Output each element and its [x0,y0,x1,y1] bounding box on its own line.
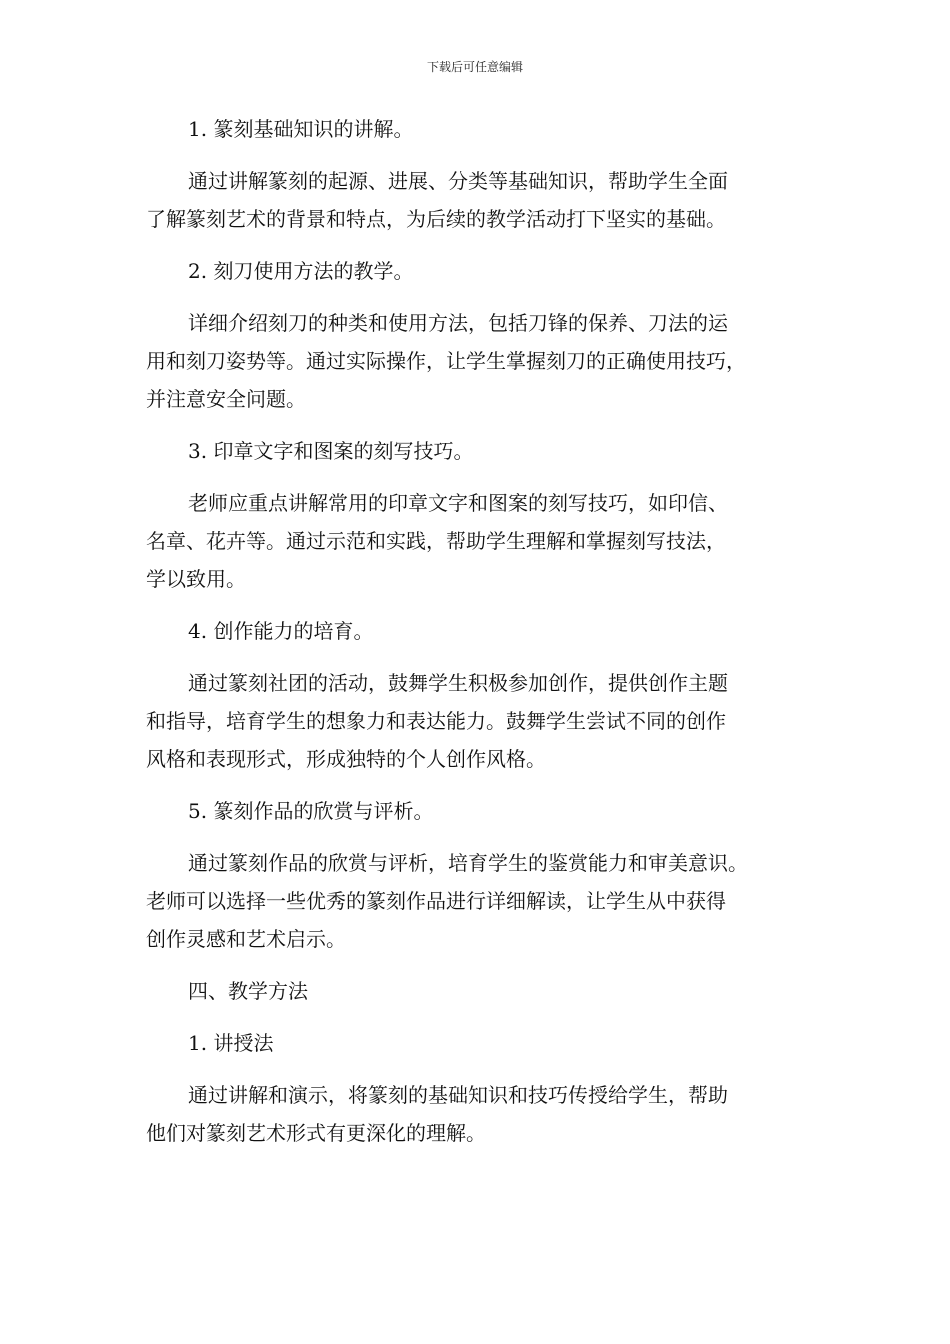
body-paragraph [146,162,814,238]
text-line: 1. 讲授法 [188,1031,274,1055]
text-line: 四、教学方法 [188,979,308,1003]
body-paragraph [146,1076,814,1152]
text-line: 并注意安全问题。 [146,387,306,411]
text-line: 风格和表现形式，形成独特的个人创作风格。 [146,747,546,771]
text-line: 4. 创作能力的培育。 [188,619,374,643]
document-body [146,110,814,1166]
text-line: 5. 篆刻作品的欣赏与评析。 [188,799,434,823]
section-heading [146,432,814,470]
text-line: 老师可以选择一些优秀的篆刻作品进行详细解读，让学生从中获得 [146,889,726,913]
text-line: 学以致用。 [146,567,246,591]
section-heading [146,110,814,148]
text-line: 通过篆刻作品的欣赏与评析，培育学生的鉴赏能力和审美意识。 [188,851,748,875]
body-paragraph [146,304,814,418]
section-heading [146,972,814,1010]
text-line: 3. 印章文字和图案的刻写技巧。 [188,439,474,463]
body-paragraph [146,664,814,778]
text-line: 用和刻刀姿势等。通过实际操作，让学生掌握刻刀的正确使用技巧， [146,349,746,373]
text-line: 老师应重点讲解常用的印章文字和图案的刻写技巧，如印信、 [188,491,728,515]
text-line: 了解篆刻艺术的背景和特点，为后续的教学活动打下坚实的基础。 [146,207,726,231]
text-line: 名章、花卉等。通过示范和实践，帮助学生理解和掌握刻写技法， [146,529,726,553]
section-heading [146,612,814,650]
body-paragraph [146,484,814,598]
text-line: 通过讲解篆刻的起源、进展、分类等基础知识，帮助学生全面 [188,169,728,193]
text-line: 通过讲解和演示，将篆刻的基础知识和技巧传授给学生，帮助 [188,1083,728,1107]
text-line: 和指导，培育学生的想象力和表达能力。鼓舞学生尝试不同的创作 [146,709,726,733]
text-line: 创作灵感和艺术启示。 [146,927,346,951]
section-heading [146,1024,814,1062]
text-line: 详细介绍刻刀的种类和使用方法，包括刀锋的保养、刀法的运 [188,311,728,335]
body-paragraph [146,844,814,958]
text-line: 2. 刻刀使用方法的教学。 [188,259,414,283]
section-heading [146,252,814,290]
text-line: 1. 篆刻基础知识的讲解。 [188,117,414,141]
section-heading [146,792,814,830]
text-line: 他们对篆刻艺术形式有更深化的理解。 [146,1121,486,1145]
text-line: 通过篆刻社团的活动，鼓舞学生积极参加创作，提供创作主题 [188,671,728,695]
page-header: 下载后可任意编辑 [426,60,523,74]
